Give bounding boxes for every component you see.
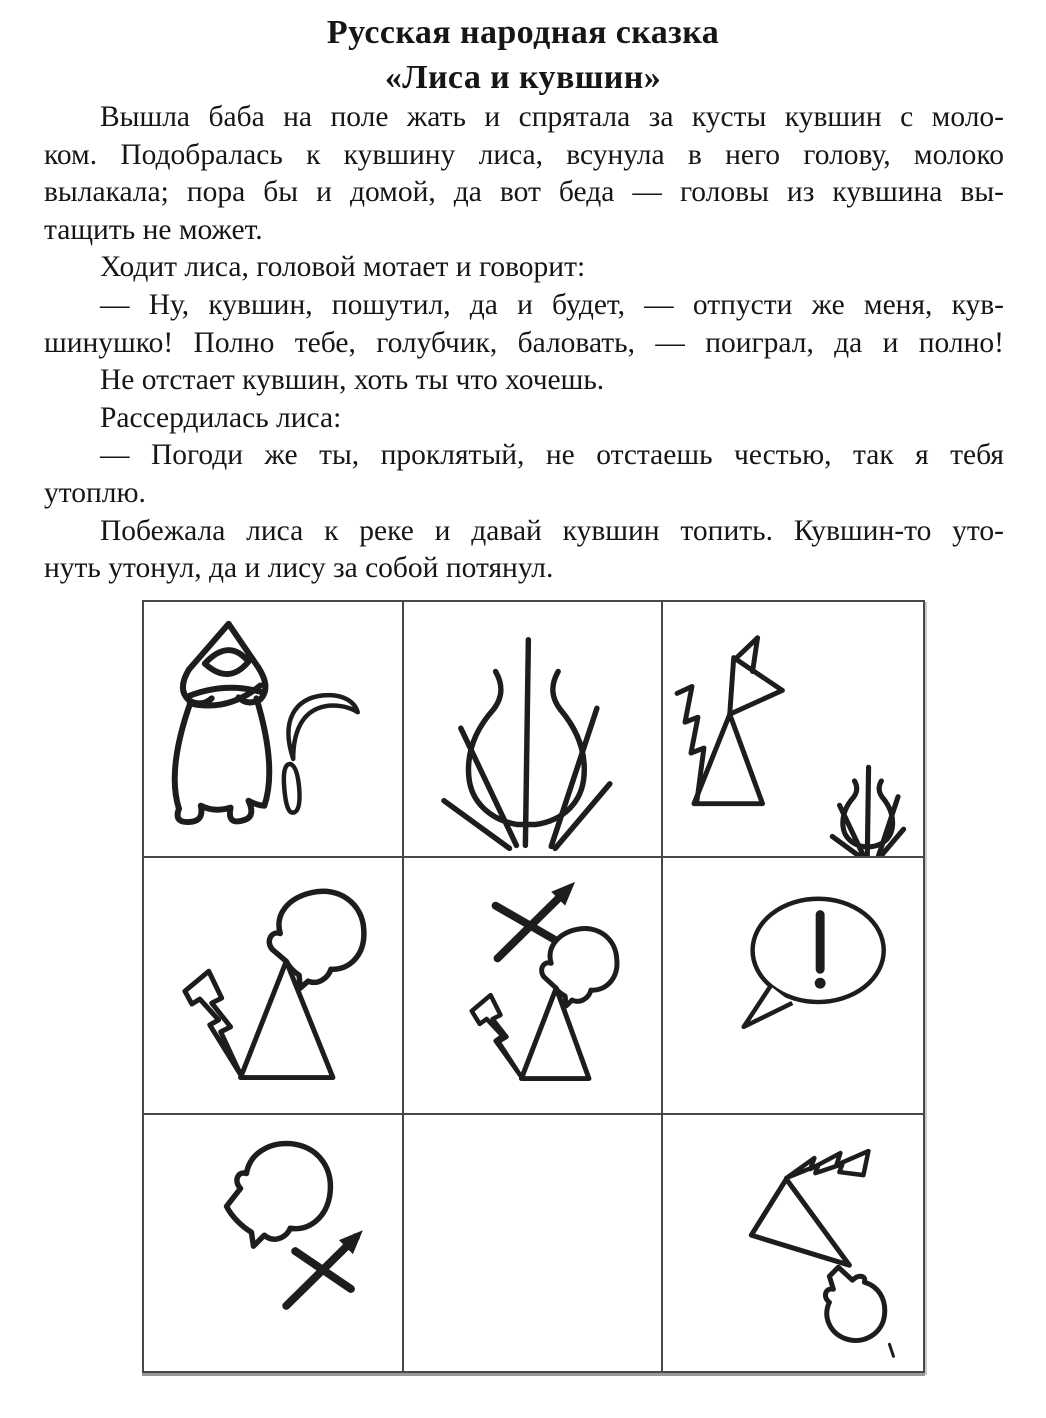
story-text [44,99,1004,588]
woman-figure [175,624,269,822]
lightning-tail-icon [185,972,241,1075]
mnemotable-cell-4 [144,858,404,1114]
crossed-arrow-icon [495,882,574,958]
story-line: вылакала; пора бы и домой, да вот беда — головы из кувшина вы- [44,176,1004,209]
sickle-icon [284,695,358,813]
speech-bubble-exclamation-drawing [663,858,923,1112]
tilted-jug-outline [227,1143,331,1246]
fox-with-head-in-jug-drawing [144,858,402,1112]
crossed-arrow-icon [286,1230,363,1306]
story-line: Ходит лиса, головой мотает и говорит: [100,251,586,284]
page-title [0,10,1046,100]
mnemotable-cell-2 [404,602,664,858]
small-jug-in-grass [833,767,904,856]
exclamation-dot [815,978,826,989]
mnemotable-cell-9 [663,1115,923,1371]
story-line: нуть утонул, да и лису за собой потянул. [44,552,554,585]
jug-hidden-in-grass-drawing [404,602,662,856]
story-line: Не отстает кувшин, хоть ты что хочешь. [100,364,605,397]
story-line: Вышла баба на поле жать и спрятала за кусты кувшин с моло- [100,101,1004,133]
mnemotable-cell-6 [663,858,923,1114]
woman-with-sickle-drawing [144,602,402,856]
title-line-2: «Лиса и кувшин» [384,59,662,96]
story-line: — Погоди же ты, проклятый, не отстаешь честью, так я тебя [100,439,1004,472]
story-line: тащить не может. [44,213,263,246]
sinking-jug-outline [826,1267,885,1340]
lightning-tail-icon [471,995,520,1075]
story-line: Рассердилась лиса: [100,401,342,434]
story-line: шинушко! Полно тебе, голубчик, баловать, — поиграл, да и полно! [44,326,1004,359]
grass-lines [444,640,610,849]
mnemotable-cell-1 [144,602,404,858]
fox-figure [677,638,782,804]
mnemotable-cell-3 [663,602,923,858]
story-line: утоплю. [44,476,146,509]
mnemotable-cell-7 [144,1115,404,1371]
speech-bubble-tail [744,986,793,1027]
fox-diving-with-jug-drawing [663,1115,923,1371]
stray-tick-mark [890,1344,894,1356]
fox-and-small-jug-in-grass-drawing [663,602,923,856]
title-line-1: Русская народная сказка [326,14,720,51]
lightning-tail-icon [787,1151,869,1178]
mnemonic-table [142,600,925,1373]
story-line: Побежала лиса к реке и давай кувшин топить. Кувшин-то уто- [100,514,1004,547]
jug-with-crossed-arrow-drawing [144,1115,402,1371]
fox-body-triangle [752,1179,850,1265]
story-line: — Ну, кувшин, пошутил, да и будет, — отпусти же меня, кув- [100,288,1004,321]
mnemotable-cell-5 [404,858,664,1114]
story-line: ком. Подобралась к кувшину лиса, всунула в него голову, молоко [44,138,1004,171]
fox-head-in-jug-with-crossed-arrow-drawing [404,858,662,1112]
mnemotable-cell-8 [404,1115,664,1371]
